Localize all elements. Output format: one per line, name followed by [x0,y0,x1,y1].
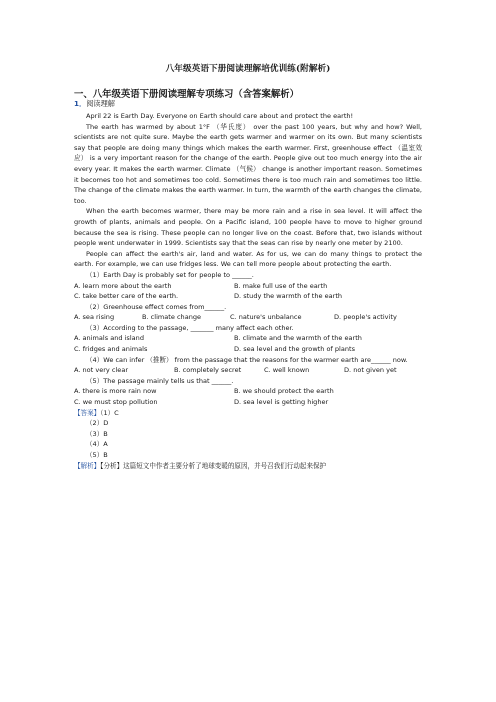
option: C. nature's unbalance [230,313,302,322]
option: B. completely secret [174,366,242,375]
question-stem: （4）We can infer （推断） from the passage that the reasons for the warmer earth are______ now. [86,355,408,364]
option: A. animals and island [74,334,144,343]
analysis-sub-label: 【分析】 [100,461,124,470]
passage-paragraph: The earth has warmed by about 1°F （华氏度） over the past 100 years, but why and how? Well, scientists are not quite sure. Maybe the earth gets warmer and warmer on its own. But many scientists say that people are doing many things which makes the earth warmer. First, greenhouse effect （温室效应） is a very important reason for the change of the earth. People give out too much energy into the air every year. It makes the earth warmer. Climate （气候） change is another important reason. Sometimes it becomes too hot and sometimes too cold. Sometimes there is too much rain and sometimes too little. The change of the climate makes the earth warmer. In turn, the warmth of the earth changes the climate, too. [74,122,422,205]
option: B. climate and the warmth of the earth [234,334,362,343]
option: B. make full use of the earth [234,281,328,290]
option: D. not given yet [344,366,397,375]
answer-item: （3）B [86,429,108,438]
option: C. take better care of the earth. [74,292,179,301]
subsection-label: 阅读理解 [86,99,115,108]
option: A. sea rising [74,313,115,322]
option: C. we must stop pollution [74,398,158,407]
question-stem: （2）Greenhouse effect comes from______. [86,302,227,311]
option: C. well known [264,366,310,375]
subsection-number: 1． [74,99,87,108]
analysis-label: 【解析】 [74,461,101,470]
document-body [74,111,422,471]
analysis-text: 这篇短文中作者主要分析了地球变暖的原因，并号召我们行动起来保护 [123,461,327,470]
question-options [74,312,422,323]
passage-paragraph: April 22 is Earth Day. Everyone on Earth should care about and protect the earth! [86,112,354,120]
section-heading: 一、八年级英语下册阅读理解专项练习（含答案解析） [74,89,300,100]
question-options [74,386,422,397]
question-options [74,397,422,408]
answer-item: （1）C [100,408,119,417]
answer-item: （5）B [86,451,108,459]
question-options [74,365,422,376]
question-stem: （1）Earth Day is probably set for people to ______. [86,270,254,279]
answer-label: 【答案】 [74,408,101,417]
option: A. learn more about the earth [74,281,172,290]
passage-paragraph: When the earth becomes warmer, there may be more rain and a rise in sea level. It will affect the growth of plants, animals and people. On a Pacific island, 100 people have to move to higher ground because the sea is rising. These people can no longer live on the coast. Before that, two islands without people went underwater in 1999. Scientists say that the seas can rise by nearly one meter by 2100. [74,207,422,248]
option: B. climate change [142,313,202,322]
question-options [74,333,422,344]
question-stem: （5）The passage mainly tells us that ______. [86,376,234,385]
question-stem: （3）According to the passage, _______ many affect each other. [86,323,294,332]
document-title: 八年级英语下册阅读理解培优训练(附解析) [165,64,331,74]
answer-line [74,408,422,419]
answer-item: （2）D [86,419,109,428]
option: B. we should protect the earth [234,387,334,396]
option: C. fridges and animals [74,345,148,354]
analysis-line [74,461,422,472]
option: D. sea level and the growth of plants [234,345,355,354]
question-options [74,344,422,355]
question-options [74,291,422,302]
option: A. there is more rain now [74,387,157,396]
option: D. study the warmth of the earth [234,292,343,301]
option: D. people's activity [334,313,397,322]
option: D. sea level is getting higher [234,398,329,407]
subsection-heading [74,99,115,109]
option: A. not very clear [74,366,129,375]
answer-item: （4）A [86,440,108,449]
passage-paragraph: People can affect the earth's air, land and water. As for us, we can do many things to protect the earth. For example, we can use fridges less. We can tell more people about protecting the earth. [74,249,422,269]
question-options [74,281,422,292]
